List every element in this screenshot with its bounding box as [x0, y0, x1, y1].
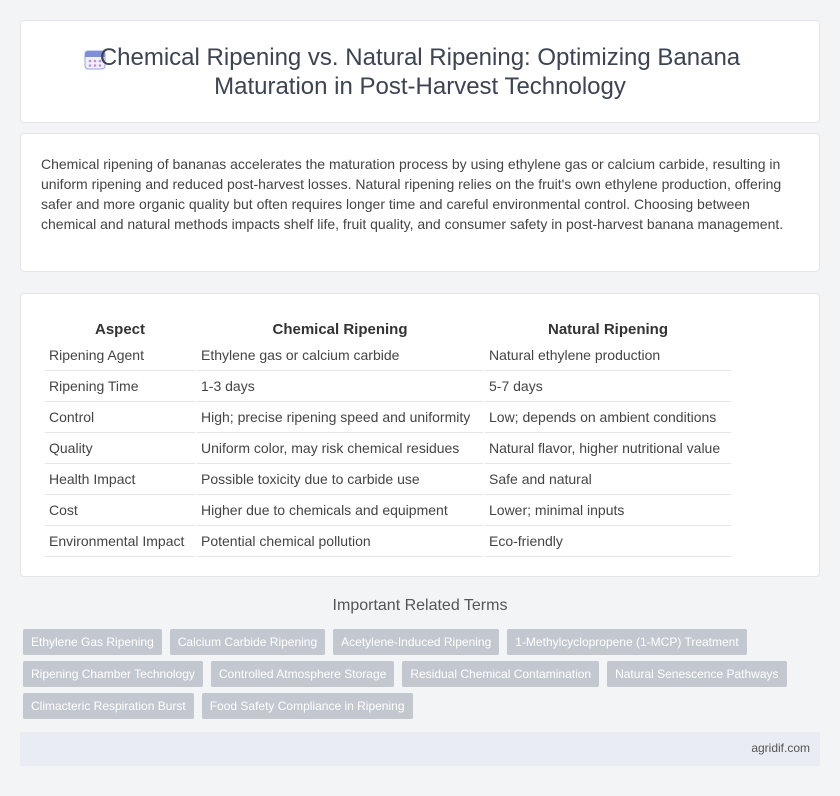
table-row	[45, 340, 731, 371]
table-cell: Uniform color, may risk chemical residues	[197, 433, 483, 464]
table-cell: Ripening Time	[45, 371, 195, 402]
comparison-card	[20, 293, 820, 577]
title-line-2: Maturation in Post-Harvest Technology	[214, 73, 626, 100]
related-term-tag[interactable]: Natural Senescence Pathways	[607, 661, 786, 687]
intro-paragraph: Chemical ripening of bananas accelerates the maturation process by using ethylene gas or calcium carbide, resulting in uniform ripening and reduced post-harvest losses. Natural ripening relies on the fruit's own ethylene production, offering safer and more organic quality but often requires longer time and careful environmental control. Choosing between chemical and natural methods impacts shelf life, fruit quality, and consumer safety in post-harvest banana management.	[41, 156, 784, 232]
related-term-tag[interactable]: Ripening Chamber Technology	[23, 661, 203, 687]
table-cell: Control	[45, 402, 195, 433]
table-cell: 1-3 days	[197, 371, 483, 402]
related-term-tag[interactable]: Controlled Atmosphere Storage	[211, 661, 394, 687]
table-row	[45, 526, 731, 557]
table-cell: Natural ethylene production	[485, 340, 731, 371]
intro-card	[20, 133, 820, 272]
related-term-tag[interactable]: 1-Methylcyclopropene (1-MCP) Treatment	[507, 629, 746, 655]
header-chemical: Chemical Ripening	[272, 320, 408, 338]
related-term-tag[interactable]: Residual Chemical Contamination	[402, 661, 599, 687]
table-cell: Quality	[45, 433, 195, 464]
tag-row	[23, 629, 813, 655]
table-row	[45, 495, 731, 526]
header-card	[20, 20, 820, 123]
tag-row	[23, 693, 813, 719]
footer	[20, 732, 820, 766]
table-row	[45, 433, 731, 464]
comparison-table	[43, 314, 733, 557]
tag-row	[23, 661, 813, 687]
table-cell: Higher due to chemicals and equipment	[197, 495, 483, 526]
table-cell: Safe and natural	[485, 464, 731, 495]
table-cell: Ethylene gas or calcium carbide	[197, 340, 483, 371]
table-cell: High; precise ripening speed and uniformity	[197, 402, 483, 433]
header-natural: Natural Ripening	[547, 320, 668, 338]
table-row	[45, 402, 731, 433]
table-cell: Cost	[45, 495, 195, 526]
related-term-tag[interactable]: Climacteric Respiration Burst	[23, 693, 194, 719]
related-term-tag[interactable]: Acetylene-Induced Ripening	[333, 629, 499, 655]
title-line-1: Chemical Ripening vs. Natural Ripening: Optimizing Banana	[99, 44, 741, 71]
table-cell: Eco-friendly	[485, 526, 731, 557]
related-term-tag[interactable]: Calcium Carbide Ripening	[170, 629, 325, 655]
table-cell: Potential chemical pollution	[197, 526, 483, 557]
table-cell: Environmental Impact	[45, 526, 195, 557]
table-cell: Low; depends on ambient conditions	[485, 402, 731, 433]
table-cell: 5-7 days	[485, 371, 731, 402]
table-cell: Possible toxicity due to carbide use	[197, 464, 483, 495]
header-aspect: Aspect	[94, 320, 146, 338]
table-row	[45, 464, 731, 495]
page-title	[21, 43, 819, 101]
table-cell: Natural flavor, higher nutritional value	[485, 433, 731, 464]
table-header-row	[45, 314, 731, 340]
table-cell: Health Impact	[45, 464, 195, 495]
table-row	[45, 371, 731, 402]
related-terms-list	[23, 629, 813, 725]
related-term-tag[interactable]: Ethylene Gas Ripening	[23, 629, 162, 655]
table-cell: Lower; minimal inputs	[485, 495, 731, 526]
table-cell: Ripening Agent	[45, 340, 195, 371]
related-term-tag[interactable]: Food Safety Compliance in Ripening	[202, 693, 413, 719]
footer-site-link[interactable]: agridif.com	[751, 741, 810, 755]
related-terms-title: Important Related Terms	[332, 597, 508, 614]
